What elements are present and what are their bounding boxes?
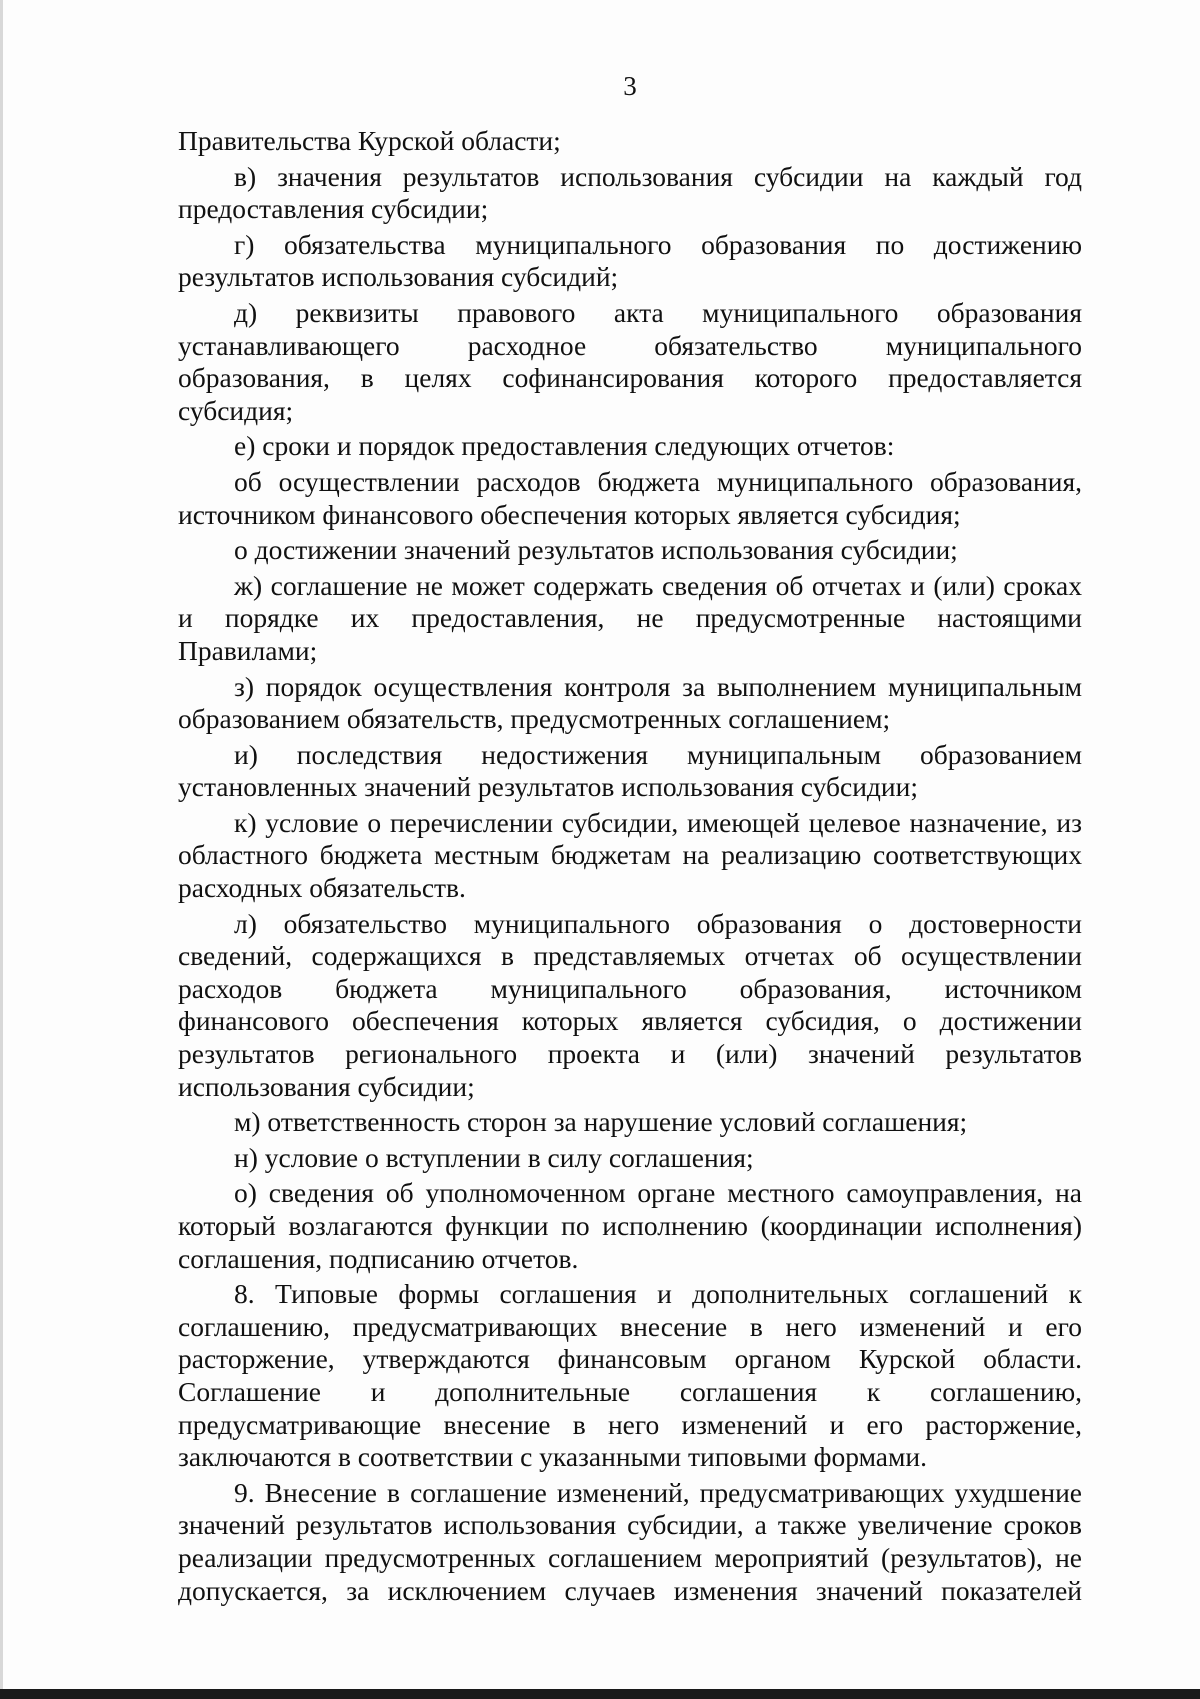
text-line: образования, в целях софинансирования которого предоставляется [178, 362, 1082, 394]
text-line: ж) соглашение не может содержать сведения об отчетах и (или) сроках [234, 569, 1082, 601]
text-line: д) реквизиты правового акта муниципального образования [234, 296, 1082, 328]
text-line: заключаются в соответствии с указанными типовыми формами. [178, 1441, 927, 1473]
text-line: устанавливающего расходное обязательство муниципального [178, 329, 1082, 361]
document-body [178, 125, 1082, 1607]
text-line: о достижении значений результатов использования субсидии; [234, 534, 958, 566]
scan-left-edge [0, 0, 3, 1699]
paragraph [178, 671, 1082, 736]
text-line: г) обязательства муниципального образования по достижению [234, 228, 1082, 260]
paragraph [178, 1142, 1082, 1175]
paragraph [178, 430, 1082, 463]
text-line: и) последствия недостижения муниципальным образованием [234, 738, 1082, 770]
text-line: 8. Типовые формы соглашения и дополнительных соглашений к [234, 1278, 1082, 1310]
text-line: финансового обеспечения которых является субсидия, о достижении [178, 1005, 1082, 1037]
text-line: соглашения, подписанию отчетов. [178, 1242, 579, 1274]
paragraph [178, 297, 1082, 427]
text-line: е) сроки и порядок предоставления следующих отчетов: [234, 430, 895, 462]
text-line: источником финансового обеспечения которых является субсидия; [178, 498, 961, 530]
paragraph [178, 807, 1082, 905]
text-line: установленных значений результатов использования субсидии; [178, 771, 919, 803]
paragraph [178, 739, 1082, 804]
paragraph [178, 466, 1082, 531]
text-line: допускается, за исключением случаев изменения значений показателей [178, 1574, 1082, 1606]
paragraph [178, 1106, 1082, 1139]
text-line: расторжение, утверждаются финансовым органом Курской области. [178, 1343, 1082, 1375]
paragraph [178, 161, 1082, 226]
text-line: результатов использования субсидий; [178, 261, 619, 293]
paragraph [178, 1177, 1082, 1275]
text-line: значений результатов использования субсидии, а также увеличение сроков [178, 1509, 1082, 1541]
text-line: использования субсидии; [178, 1070, 475, 1102]
text-line: реализации предусмотренных соглашением мероприятий (результатов), не [178, 1541, 1082, 1573]
text-line: предусматривающие внесение в него изменений и его расторжение, [178, 1408, 1082, 1440]
page-number: 3 [623, 71, 637, 101]
text-line: в) значения результатов использования субсидии на каждый год [234, 160, 1082, 192]
paragraph [178, 229, 1082, 294]
text-line: л) обязательство муниципального образования о достоверности [234, 907, 1082, 939]
text-line: и порядке их предоставления, не предусмотренные настоящими [178, 602, 1082, 634]
paragraph [178, 1477, 1082, 1607]
text-line: м) ответственность сторон за нарушение условий соглашения; [234, 1106, 968, 1138]
text-line: Правилами; [178, 634, 318, 666]
text-line: предоставления субсидии; [178, 193, 489, 225]
text-line: о) сведения об уполномоченном органе местного самоуправления, на [234, 1177, 1082, 1209]
scan-bottom-edge [0, 1689, 1200, 1699]
text-line: расходных обязательств. [178, 872, 466, 904]
text-line: соглашению, предусматривающих внесение в него изменений и его [178, 1310, 1082, 1342]
text-line: который возлагаются функции по исполнению (координации исполнения) [178, 1210, 1082, 1241]
paragraph [178, 570, 1082, 668]
text-line: субсидия; [178, 394, 294, 426]
text-line: Правительства Курской области; [178, 125, 561, 156]
paragraph [178, 125, 1082, 158]
paragraph [178, 534, 1082, 567]
paragraph [178, 1278, 1082, 1474]
text-line: областного бюджета местным бюджетам на реализацию соответствующих [178, 839, 1082, 871]
text-line: образованием обязательств, предусмотренных соглашением; [178, 703, 891, 735]
text-line: Соглашение и дополнительные соглашения к соглашению, [178, 1375, 1082, 1407]
text-line: 9. Внесение в соглашение изменений, предусматривающих ухудшение [234, 1476, 1082, 1508]
text-line: расходов бюджета муниципального образования, источником [178, 972, 1082, 1004]
text-line: сведений, содержащихся в представляемых отчетах об осуществлении [178, 940, 1082, 972]
paragraph [178, 908, 1082, 1104]
text-line: об осуществлении расходов бюджета муниципального образования, [234, 465, 1082, 497]
text-line: з) порядок осуществления контроля за выполнением муниципальным [234, 670, 1082, 702]
text-line: результатов регионального проекта и (или) значений результатов [178, 1038, 1082, 1070]
text-line: к) условие о перечислении субсидии, имеющей целевое назначение, из [234, 806, 1082, 838]
text-line: н) условие о вступлении в силу соглашения; [234, 1141, 754, 1173]
